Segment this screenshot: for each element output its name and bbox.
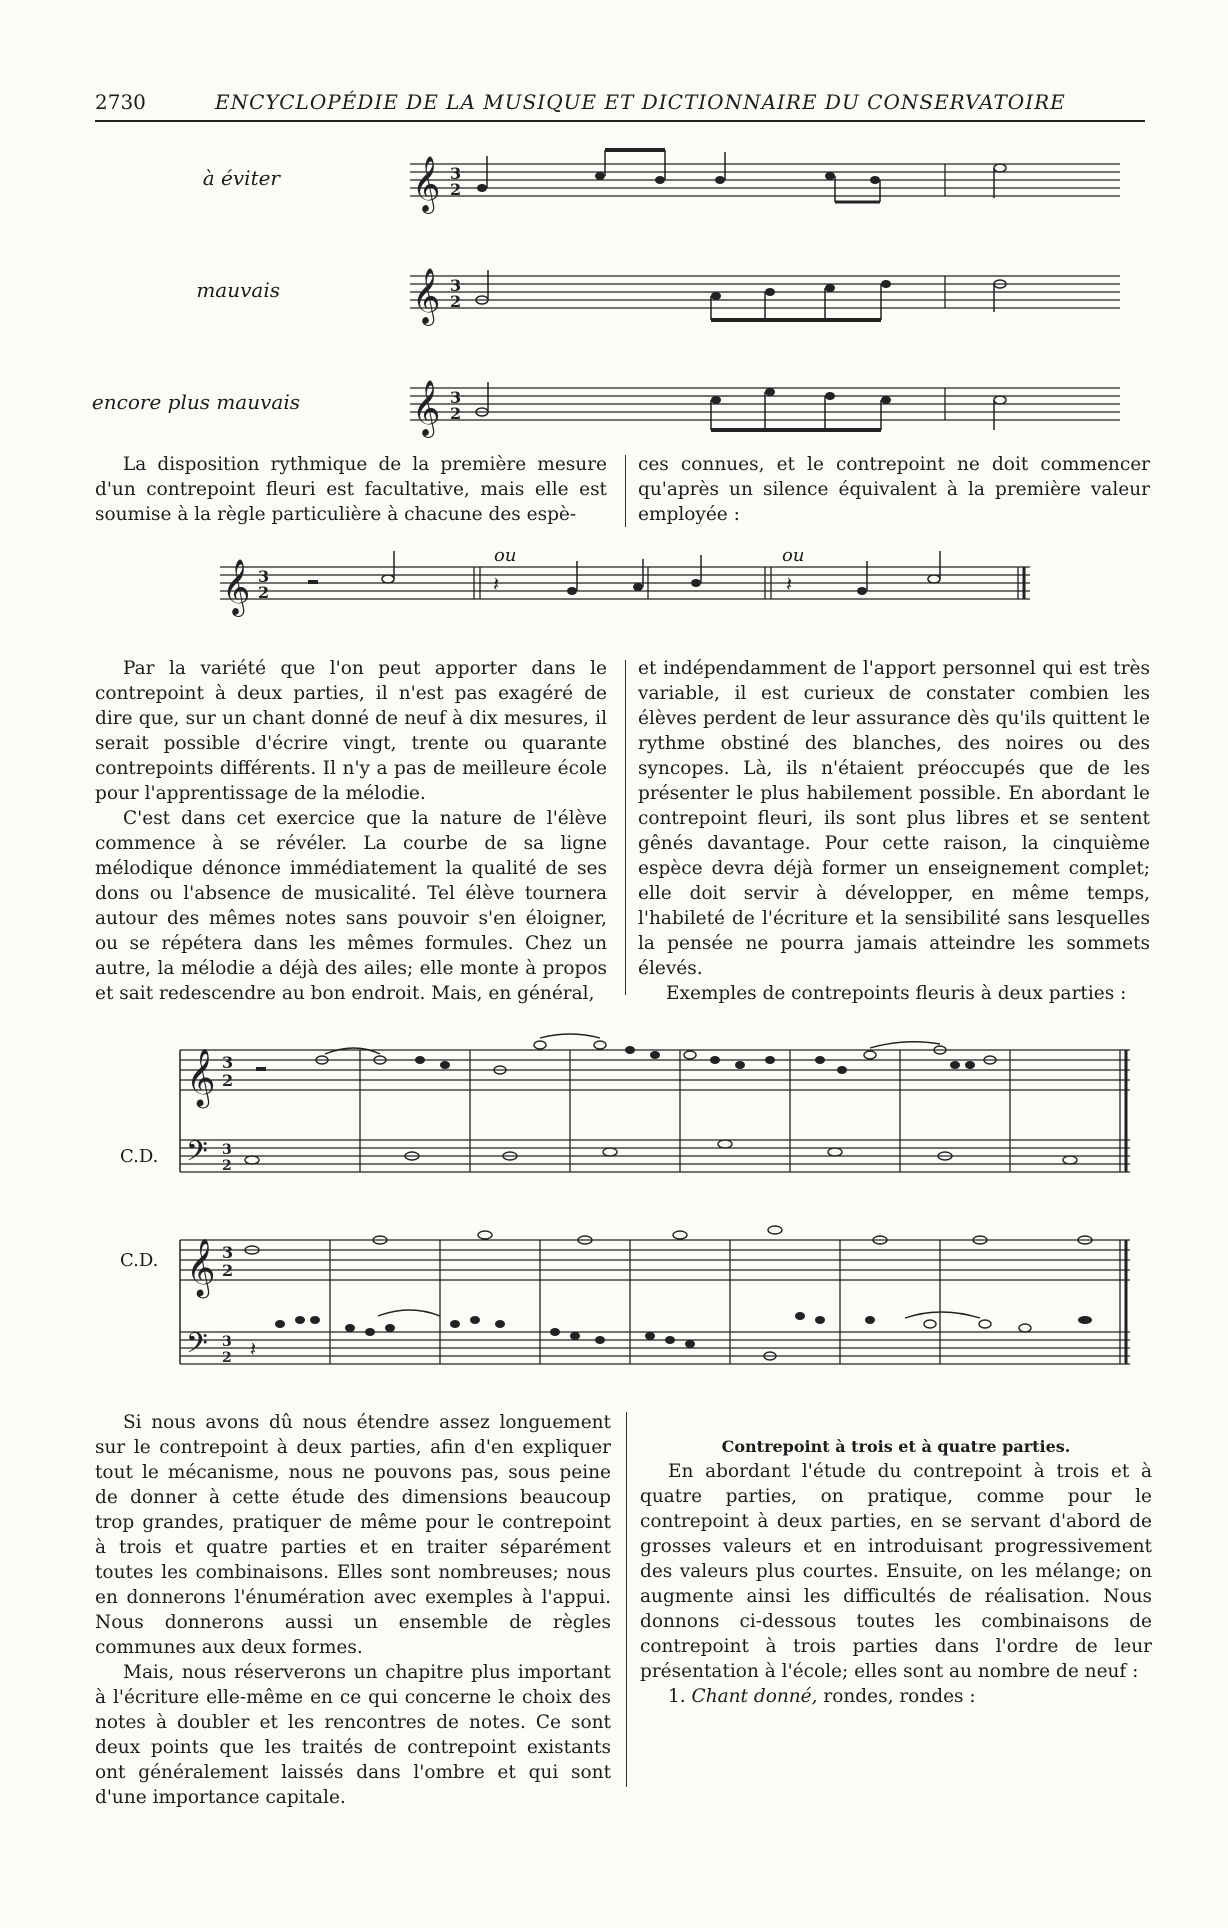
svg-text:𝄞: 𝄞: [412, 380, 441, 436]
music-example-worse: [410, 374, 1120, 444]
score-system-1: [180, 1030, 1130, 1175]
column-divider: [626, 1412, 627, 1787]
section3-left-text: [95, 1410, 611, 1810]
svg-text:2: 2: [450, 180, 462, 199]
paragraph: La disposition rythmique de la première mesure d'un contrepoint fleuri est facultative, mais elle est soumise à la règle particulière à chacune des espè-: [95, 454, 607, 525]
svg-text:2: 2: [450, 404, 462, 423]
svg-text:2: 2: [222, 1158, 232, 1174]
cantus-firmus-label: C.D.: [120, 1250, 159, 1271]
running-header: [95, 86, 1145, 122]
svg-text:𝄢: 𝄢: [186, 1135, 208, 1175]
svg-text:3: 3: [222, 1053, 234, 1072]
cantus-firmus-label: C.D.: [120, 1146, 159, 1167]
svg-text:3: 3: [222, 1142, 232, 1158]
column-divider: [625, 455, 626, 527]
svg-text:3: 3: [222, 1243, 234, 1262]
svg-text:2: 2: [222, 1261, 234, 1280]
svg-text:𝄽: 𝄽: [786, 572, 793, 596]
svg-text:2: 2: [450, 292, 462, 311]
list-item-number: 1.: [668, 1686, 686, 1707]
music-example-rhythm: [220, 555, 1030, 625]
svg-text:2: 2: [222, 1071, 234, 1090]
svg-text:3: 3: [258, 567, 270, 586]
section2-left-text: [95, 656, 607, 1006]
running-title: ENCYCLOPÉDIE DE LA MUSIQUE ET DICTIONNAIRE DU CONSERVATOIRE: [215, 90, 1066, 114]
paragraph: En abordant l'étude du contrepoint à trois et à quatre parties, on pratique, comme pour le contrepoint à deux parties, en se servant d'abord de grosses valeurs et en introduisant progressivement des valeurs plus courtes. Ensuite, on les mélange; on augmente ainsi les difficultés de réalisation. Nous donnons ci-dessous toutes les combinaisons de contrepoint à trois parties dans l'ordre de leur présentation à l'école; elles sont au nombre de neuf :: [640, 1461, 1152, 1682]
list-item-text: rondes, rondes :: [817, 1686, 976, 1707]
svg-text:𝄢: 𝄢: [186, 1327, 208, 1367]
rhythm-ou-label: ou: [494, 545, 517, 566]
section1-left-text: [95, 452, 607, 527]
paragraph: Si nous avons dû nous étendre assez longuement sur le contrepoint à deux parties, afin d'en expliquer tout le mécanisme, nous ne pouvons pas, sous peine de donner à cette étude des dimensions beaucoup trop grandes, pratiquer de même pour le contrepoint à trois et quatre parties et en traiter séparément toutes les combinaisons. Elles sont nombreuses; nous en donnerons l'énumération avec exemples à l'appui. Nous donnerons aussi un ensemble de règles communes aux deux formes.: [95, 1412, 611, 1658]
section2-right-text: [638, 656, 1150, 1006]
example-label-avoid: à éviter: [202, 166, 280, 190]
svg-text:3: 3: [450, 164, 462, 183]
paragraph: ces connues, et le contrepoint ne doit commencer qu'après un silence équivalent à la première valeur employée :: [638, 454, 1150, 525]
section3-right-text: [640, 1434, 1152, 1709]
paragraph: Mais, nous réserverons un chapitre plus important à l'écriture elle-même en ce qui concerne le choix des notes à doubler et les rencontres de notes. Ce sont deux points que les traités de contrepoint existants ont généralement laissés dans l'ombre et qui sont d'une importance capitale.: [95, 1662, 611, 1808]
svg-text:𝄞: 𝄞: [186, 1048, 216, 1106]
svg-text:2: 2: [258, 583, 270, 602]
rhythm-ou-label: ou: [782, 545, 805, 566]
music-example-bad: [410, 262, 1120, 332]
example-label-bad: mauvais: [196, 278, 280, 302]
svg-text:𝄞: 𝄞: [412, 268, 441, 324]
page-number: 2730: [95, 90, 146, 114]
paragraph: Exemples de contrepoints fleuris à deux parties :: [666, 983, 1127, 1004]
svg-text:3: 3: [450, 388, 462, 407]
svg-text:𝄞: 𝄞: [222, 559, 251, 615]
svg-text:𝄞: 𝄞: [412, 156, 441, 212]
section1-right-text: [638, 452, 1150, 527]
svg-text:𝄞: 𝄞: [186, 1238, 216, 1296]
list-item-italic: Chant donné,: [691, 1686, 818, 1707]
paragraph: et indépendamment de l'apport personnel qui est très variable, il est curieux de constater combien les élèves perdent de leur assurance dès qu'ils quittent le rythme obstiné des blanches, des noires ou des syncopes. Là, ils n'étaient préoccupés que de les présenter le plus habilement possible. En abordant le contrepoint fleuri, ils sont plus libres et se sentent gênés davantage. Pour cette raison, la cinquième espèce devra déjà former un enseignement complet; elle doit servir à développer, en même temps, l'habileté de l'écriture et la sensibilité sans lesquelles la pensée ne pourra jamais atteindre les sommets élevés.: [638, 658, 1150, 979]
section-heading: Contrepoint à trois et à quatre parties.: [721, 1437, 1071, 1456]
column-divider: [625, 660, 626, 995]
list-item: [640, 1684, 1152, 1709]
paragraph: C'est dans cet exercice que la nature de l'élève commence à se révéler. La courbe de sa ligne mélodique dénonce immédiatement la qualité de ses dons ou l'absence de musicalité. Tel élève tournera autour des mêmes notes sans pouvoir s'en éloigner, ou se répétera dans les mêmes formules. Chez un autre, la mélodie a déjà des ailes; elle monte à propos et sait redescendre au bon endroit. Mais, en général,: [95, 808, 607, 1004]
svg-text:𝄽: 𝄽: [250, 1337, 257, 1361]
svg-text:3: 3: [450, 276, 462, 295]
example-label-worse: encore plus mauvais: [91, 390, 300, 414]
music-example-avoid: [410, 150, 1120, 220]
svg-text:2: 2: [222, 1350, 232, 1366]
svg-text:3: 3: [222, 1334, 232, 1350]
paragraph: Par la variété que l'on peut apporter dans le contrepoint à deux parties, il n'est pas exagéré de dire que, sur un chant donné de neuf à dix mesures, il serait possible d'écrire vingt, trente ou quarante contrepoints différents. Il n'y a pas de meilleure école pour l'apprentissage de la mélodie.: [95, 658, 607, 804]
score-system-2: [180, 1220, 1130, 1370]
svg-text:𝄽: 𝄽: [493, 572, 500, 596]
